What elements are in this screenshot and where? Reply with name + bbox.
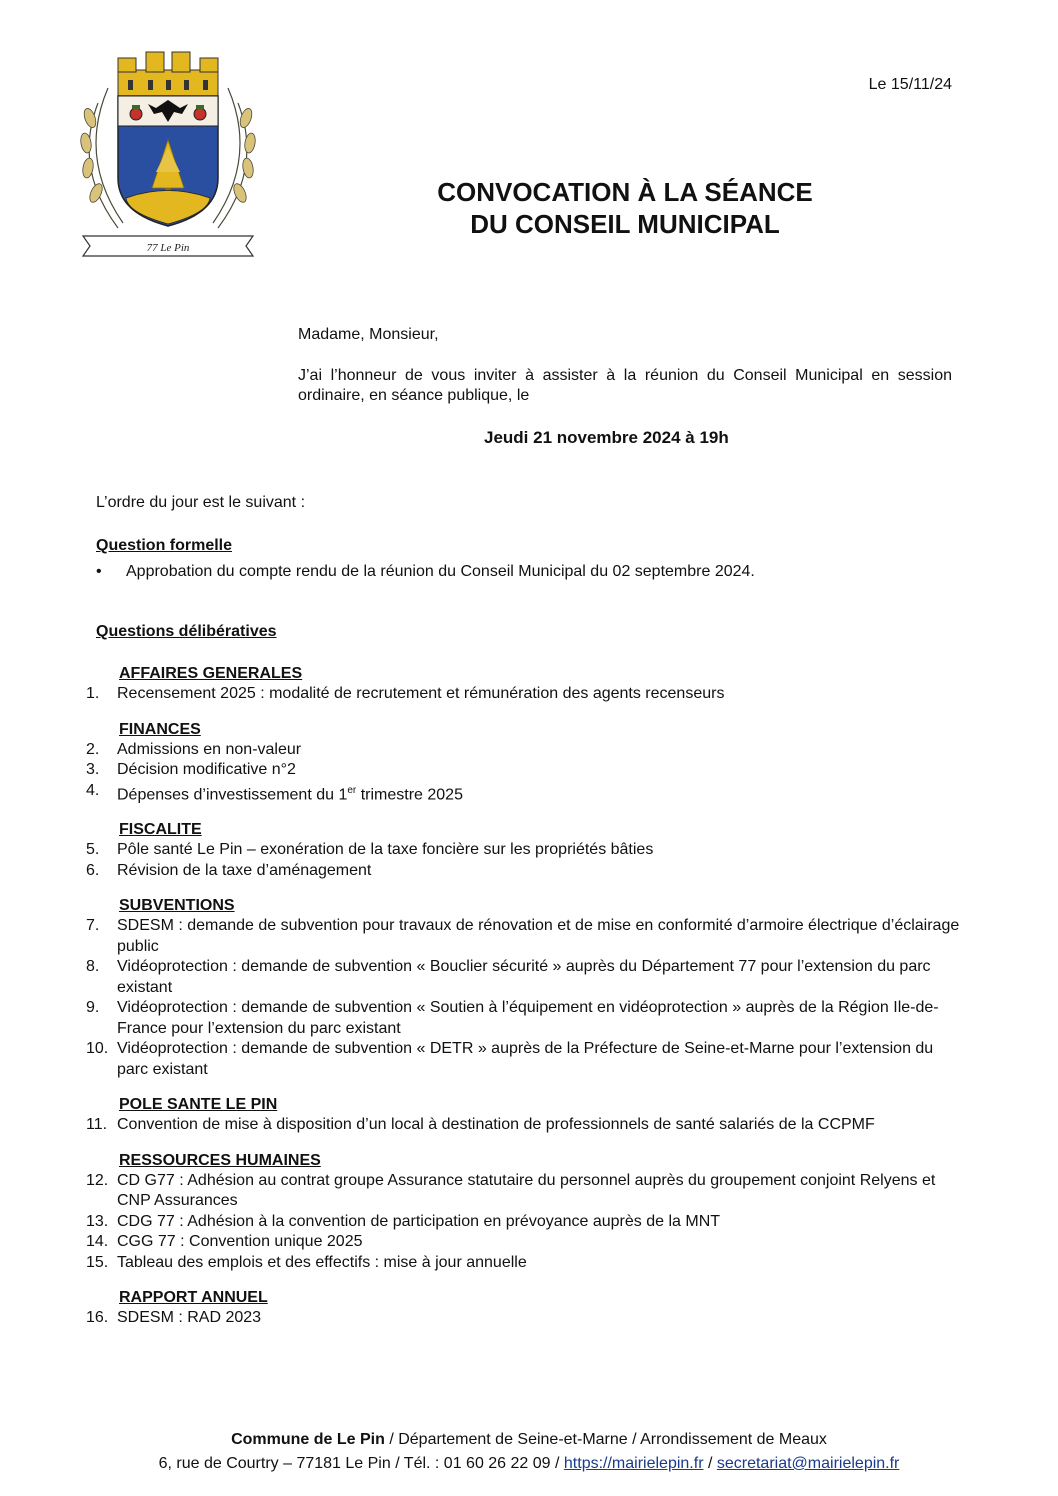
section-title: AFFAIRES GENERALES <box>119 665 303 682</box>
footer-line-1 <box>0 1428 1058 1452</box>
footer-line-2 <box>0 1452 1058 1476</box>
agenda-item <box>84 1212 964 1233</box>
agenda-section <box>84 663 964 705</box>
item-text: Vidéoprotection : demande de subvention « DETR » auprès de la Préfecture de Seine-et-Marne pour l’extension du parc existant <box>117 1040 934 1078</box>
item-number: 2. <box>86 740 100 758</box>
footer-separator: / <box>703 1455 717 1472</box>
agenda-item <box>84 998 964 1039</box>
item-text: Convention de mise à disposition d’un local à destination de professionnels de santé salariés de la CCPMF <box>117 1116 875 1134</box>
document-footer <box>0 1428 1058 1476</box>
agenda-section <box>84 819 964 881</box>
item-number: 1. <box>86 685 100 702</box>
item-number: 9. <box>86 999 100 1017</box>
agenda-section <box>84 1150 964 1274</box>
item-text: SDESM : RAD 2023 <box>117 1309 262 1327</box>
intro-paragraph: J’ai l’honneur de vous inviter à assister à la réunion du Conseil Municipal en session ordinaire, en séance publique, le <box>298 367 952 404</box>
item-text: Décision modificative n°2 <box>117 761 296 778</box>
agenda-item <box>84 760 964 781</box>
item-text <box>117 781 964 806</box>
agenda-item <box>84 916 964 957</box>
item-text: Pôle santé Le Pin – exonération de la taxe foncière sur les propriétés bâties <box>117 841 654 859</box>
agenda-item <box>84 1308 964 1329</box>
salutation: Madame, Monsieur, <box>298 326 439 343</box>
formal-question-item <box>96 563 755 581</box>
item-text: Admissions en non-valeur <box>117 740 302 758</box>
agenda-intro: L’ordre du jour est le suivant : <box>96 494 306 511</box>
item-text-part: Dépenses d’investissement du 1 <box>117 785 348 803</box>
document-date: Le 15/11/24 <box>868 76 952 93</box>
item-number: 11. <box>86 1116 108 1134</box>
agenda-item <box>84 840 964 861</box>
website-link[interactable]: https://mairielepin.fr <box>563 1455 704 1472</box>
section-title: POLE SANTE LE PIN <box>119 1096 278 1114</box>
footer-commune: Commune de Le Pin <box>231 1431 385 1448</box>
item-number: 6. <box>86 861 100 879</box>
agenda-item <box>84 684 964 705</box>
item-number: 7. <box>86 917 100 935</box>
agenda-item <box>84 957 964 998</box>
item-text: Vidéoprotection : demande de subvention « Bouclier sécurité » auprès du Département 77 pour l’extension du parc existant <box>117 958 931 996</box>
meeting-date: Jeudi 21 novembre 2024 à 19h <box>484 428 729 447</box>
item-number: 13. <box>86 1212 109 1230</box>
item-text: SDESM : demande de subvention pour travaux de rénovation et de mise en conformité d’armoire électrique d’éclairage public <box>117 917 960 955</box>
section-title: RESSOURCES HUMAINES <box>119 1151 321 1169</box>
agenda-section <box>84 1094 964 1136</box>
item-text: CD G77 : Adhésion au contrat groupe Assurance statutaire du personnel auprès du groupement conjoint Relyens et CNP Assurances <box>117 1171 936 1210</box>
section-title: RAPPORT ANNUEL <box>119 1289 268 1307</box>
agenda-item <box>84 861 964 882</box>
agenda-item <box>84 1039 964 1080</box>
agenda-item <box>84 1232 964 1253</box>
item-text: CGG 77 : Convention unique 2025 <box>117 1233 363 1251</box>
ordinal-superscript: er <box>347 784 357 796</box>
item-number: 4. <box>86 781 100 799</box>
section-title: FISCALITE <box>119 821 202 839</box>
section-title: SUBVENTIONS <box>119 897 235 915</box>
item-text: Révision de la taxe d’aménagement <box>117 861 372 879</box>
section-title: FINANCES <box>119 720 201 738</box>
formal-question-text: Approbation du compte rendu de la réunion du Conseil Municipal du 02 septembre 2024. <box>126 563 755 580</box>
item-number: 10. <box>86 1040 109 1058</box>
item-number: 14. <box>86 1233 109 1251</box>
coat-of-arms-logo <box>68 48 268 263</box>
footer-address: 6, rue de Courtry – 77181 Le Pin / Tél. : 01 60 26 22 09 / <box>158 1455 564 1472</box>
agenda-section <box>84 719 964 806</box>
item-text: Recensement 2025 : modalité de recrutement et rémunération des agents recenseurs <box>117 685 725 702</box>
email-link[interactable]: secretariat@mairielepin.fr <box>716 1455 900 1472</box>
formal-question-heading: Question formelle <box>96 537 233 554</box>
agenda-item <box>84 781 964 806</box>
agenda-item <box>84 1171 964 1212</box>
agenda-sections <box>84 663 964 1343</box>
bullet-icon: • <box>96 563 102 580</box>
agenda-section <box>84 1287 964 1329</box>
item-number: 5. <box>86 841 100 859</box>
item-text: Tableau des emplois et des effectifs : mise à jour annuelle <box>117 1253 527 1271</box>
crest-banner-text: 77 Le Pin <box>146 242 190 254</box>
agenda-item <box>84 1253 964 1274</box>
item-text: Vidéoprotection : demande de subvention « Soutien à l’équipement en vidéoprotection » auprès de la Région Ile-de-France pour l’extension du parc existant <box>117 999 939 1037</box>
item-number: 16. <box>86 1309 109 1327</box>
item-number: 12. <box>86 1171 109 1189</box>
agenda-item <box>84 1115 964 1136</box>
title-line-1: CONVOCATION À LA SÉANCE <box>437 177 813 207</box>
item-text: CDG 77 : Adhésion à la convention de participation en prévoyance auprès de la MNT <box>117 1212 721 1230</box>
title-line-2: DU CONSEIL MUNICIPAL <box>470 209 780 239</box>
item-number: 8. <box>86 958 100 976</box>
item-number: 3. <box>86 761 100 778</box>
agenda-item <box>84 740 964 761</box>
agenda-section <box>84 895 964 1080</box>
item-text-part: trimestre 2025 <box>356 785 463 803</box>
deliberative-questions-heading: Questions délibératives <box>96 623 277 640</box>
document-title <box>300 176 950 240</box>
item-number: 15. <box>86 1253 109 1271</box>
footer-department: / Département de Seine-et-Marne / Arrondissement de Meaux <box>384 1431 827 1448</box>
